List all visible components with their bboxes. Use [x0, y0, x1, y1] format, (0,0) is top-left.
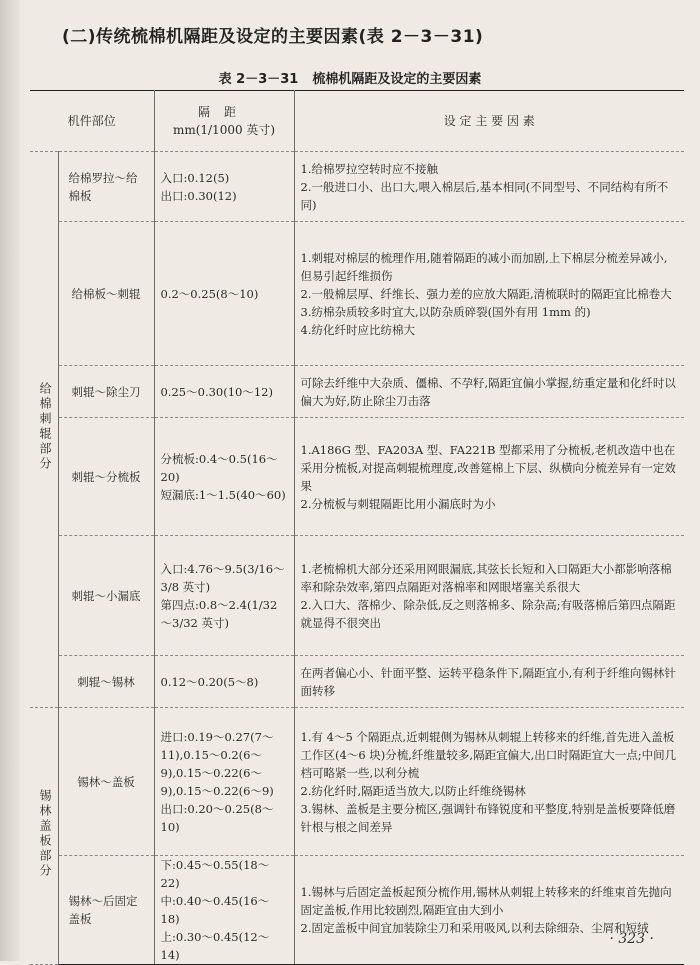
gap-line: 进口:0.19～0.27(7～11),0.15～0.2(6～9),0.15～0.22(6～9),0.15～0.22(6～9) [160, 729, 274, 798]
gap-cell [154, 366, 294, 418]
gap-line: 中:0.40～0.45(16～18) [160, 894, 270, 926]
table-row [30, 152, 684, 222]
table-row [30, 856, 684, 965]
factor-line: 2.入口大、落棉少、除杂低,反之则落棉多、除杂高;有吸落棉后第四点隔距就显得不很突出 [300, 597, 676, 630]
table-title: 梳棉机隔距及设定的主要因素 [312, 72, 482, 87]
table-caption [0, 68, 700, 87]
factor-line: 4.纺化纤时应比纺棉大 [300, 322, 415, 337]
gap-line: 上:0.30～0.45(12～14) [160, 930, 270, 962]
factor-line: 在两者偏心小、针面平整、运转平稳条件下,隔距宜小,有利于纤维向锡林针面转移 [300, 665, 676, 698]
factor-line: 1.锡林与后固定盖板起预分梳作用,锡林从刺辊上转移来的纤维束首先抛向固定盖板,作用比较剧烈,隔距宜由大到小 [300, 885, 672, 917]
factor-line: 1.有 4～5 个隔距点,近刺辊侧为锡林从刺辊上转移来的纤维,首先进入盖板工作区(4～6 块)分梳,纤维量较多,隔距宜偏大,出口时隔距宜大一点;中间几档可略紧一些,以利分梳 [300, 729, 677, 780]
factor-line: 3.纺棉杂质较多时宜大,以防杂质碎裂(国外有用 1mm 的) [300, 304, 591, 319]
part-cell: 刺辊～锡林 [58, 656, 154, 708]
factor-line: 2.纺化纤时,隔距适当放大,以防止纤维绕锡林 [300, 783, 526, 798]
part-cell: 给棉罗拉～给棉板 [58, 152, 154, 222]
group-label: 锡林盖板部分 [38, 788, 52, 879]
factor-line: 2.分梳板与刺辊隔距比用小漏底时为小 [300, 496, 496, 511]
gap-line: 短漏底:1～1.5(40～60) [160, 487, 286, 502]
book-gutter-shadow [0, 0, 20, 961]
factor-line: 1.给棉罗拉空转时应不接触 [300, 161, 438, 176]
page-number: · 323 · [609, 931, 654, 947]
factors-cell [294, 536, 684, 656]
factors-cell [294, 708, 684, 856]
factor-line: 1.老梳棉机大部分还采用网眼漏底,其弦长长短和入口隔距大小都影响落棉率和除杂效率,第四点隔距对落棉率和网眼堵塞关系很大 [300, 561, 672, 594]
gap-line: 分梳板:0.4～0.5(16～20) [160, 451, 278, 484]
header-part: 机件部位 [30, 91, 154, 152]
part-cell: 刺辊～小漏底 [58, 536, 154, 656]
factor-line: 2.一般棉层厚、纤维长、强力差的应放大隔距,清梳联时的隔距宜比棉卷大 [300, 286, 672, 301]
factors-cell [294, 656, 684, 708]
gap-line: 0.25～0.30(10～12) [160, 384, 273, 399]
header-gap-title: 隔距 [198, 105, 251, 119]
table-row [30, 366, 684, 418]
factors-cell [294, 856, 684, 965]
part-cell: 给棉板～刺辊 [58, 222, 154, 366]
gap-line: 入口:4.76～9.5(3/16～3/8 英寸) [160, 561, 285, 594]
part-cell: 刺辊～分梳板 [58, 418, 154, 536]
gap-cell [154, 418, 294, 536]
gap-line: 出口:0.20～0.25(8～10) [160, 801, 274, 834]
gap-line: 出口:0.30(12) [160, 188, 237, 203]
part-cell: 刺辊～除尘刀 [58, 366, 154, 418]
factor-line: 1.刺辊对棉层的梳理作用,随着隔距的减小而加剧,上下棉层分梳差异减小,但易引起纤维损伤 [300, 250, 668, 283]
factor-line: 可除去纤维中大杂质、僵棉、不孕籽,隔距宜偏小掌握,纺重定量和化纤时以偏大为好,防止除尘刀击落 [300, 375, 676, 408]
factors-cell [294, 418, 684, 536]
section-title: (二)传统梳棉机隔距及设定的主要因素(表 2－3－31) [62, 27, 484, 47]
gap-line: 0.12～0.20(5～8) [160, 674, 259, 689]
part-cell: 锡林～盖板 [58, 708, 154, 856]
factor-line: 2.固定盖板中间宜加装除尘刀和采用吸风,以利去除细杂、尘屑和短绒 [300, 921, 649, 935]
table-header-row [30, 91, 684, 152]
gap-cell [154, 656, 294, 708]
group-cell-feed-licker-in [30, 152, 58, 708]
group-cell-cylinder-flat [30, 708, 58, 965]
table-row [30, 418, 684, 536]
gauge-settings-table [30, 90, 684, 965]
group-label: 给棉刺辊部分 [38, 382, 52, 472]
table-row [30, 222, 684, 366]
header-factors: 设 定 主 要 因 素 [294, 91, 684, 152]
table-number: 表 2－3－31 [218, 72, 299, 87]
table-row [30, 536, 684, 656]
gap-line: 入口:0.12(5) [160, 170, 230, 185]
factor-line: 3.锡林、盖板是主要分梳区,强调针布锋锐度和平整度,特别是盖板要降低磨针根与根之间差异 [300, 801, 676, 834]
table-row [30, 708, 684, 856]
factor-line: 2.一般进口小、出口大,喂入棉层后,基本相同(不同型号、不同结构有所不同) [300, 179, 669, 212]
header-gap [154, 91, 294, 152]
gap-cell [154, 708, 294, 856]
factors-cell [294, 152, 684, 222]
gap-line: 下:0.45～0.55(18～22) [160, 858, 270, 890]
factor-line: 1.A186G 型、FA203A 型、FA221B 型都采用了分梳板,老机改造中也在采用分梳板,对提高刺辊梳理度,改善筵棉上下层、纵横向分梳差异有一定效果 [300, 442, 676, 493]
part-cell: 锡林～后固定盖板 [58, 856, 154, 965]
factors-cell [294, 222, 684, 366]
header-gap-unit: mm(1/1000 英寸) [172, 123, 276, 137]
factors-cell [294, 366, 684, 418]
table-row [30, 656, 684, 708]
gap-cell [154, 536, 294, 656]
gap-cell [154, 152, 294, 222]
gap-line: 0.2～0.25(8～10) [160, 286, 259, 301]
gap-cell [154, 222, 294, 366]
gap-line: 第四点:0.8～2.4(1/32～3/32 英寸) [160, 597, 278, 630]
gap-cell [154, 856, 294, 965]
